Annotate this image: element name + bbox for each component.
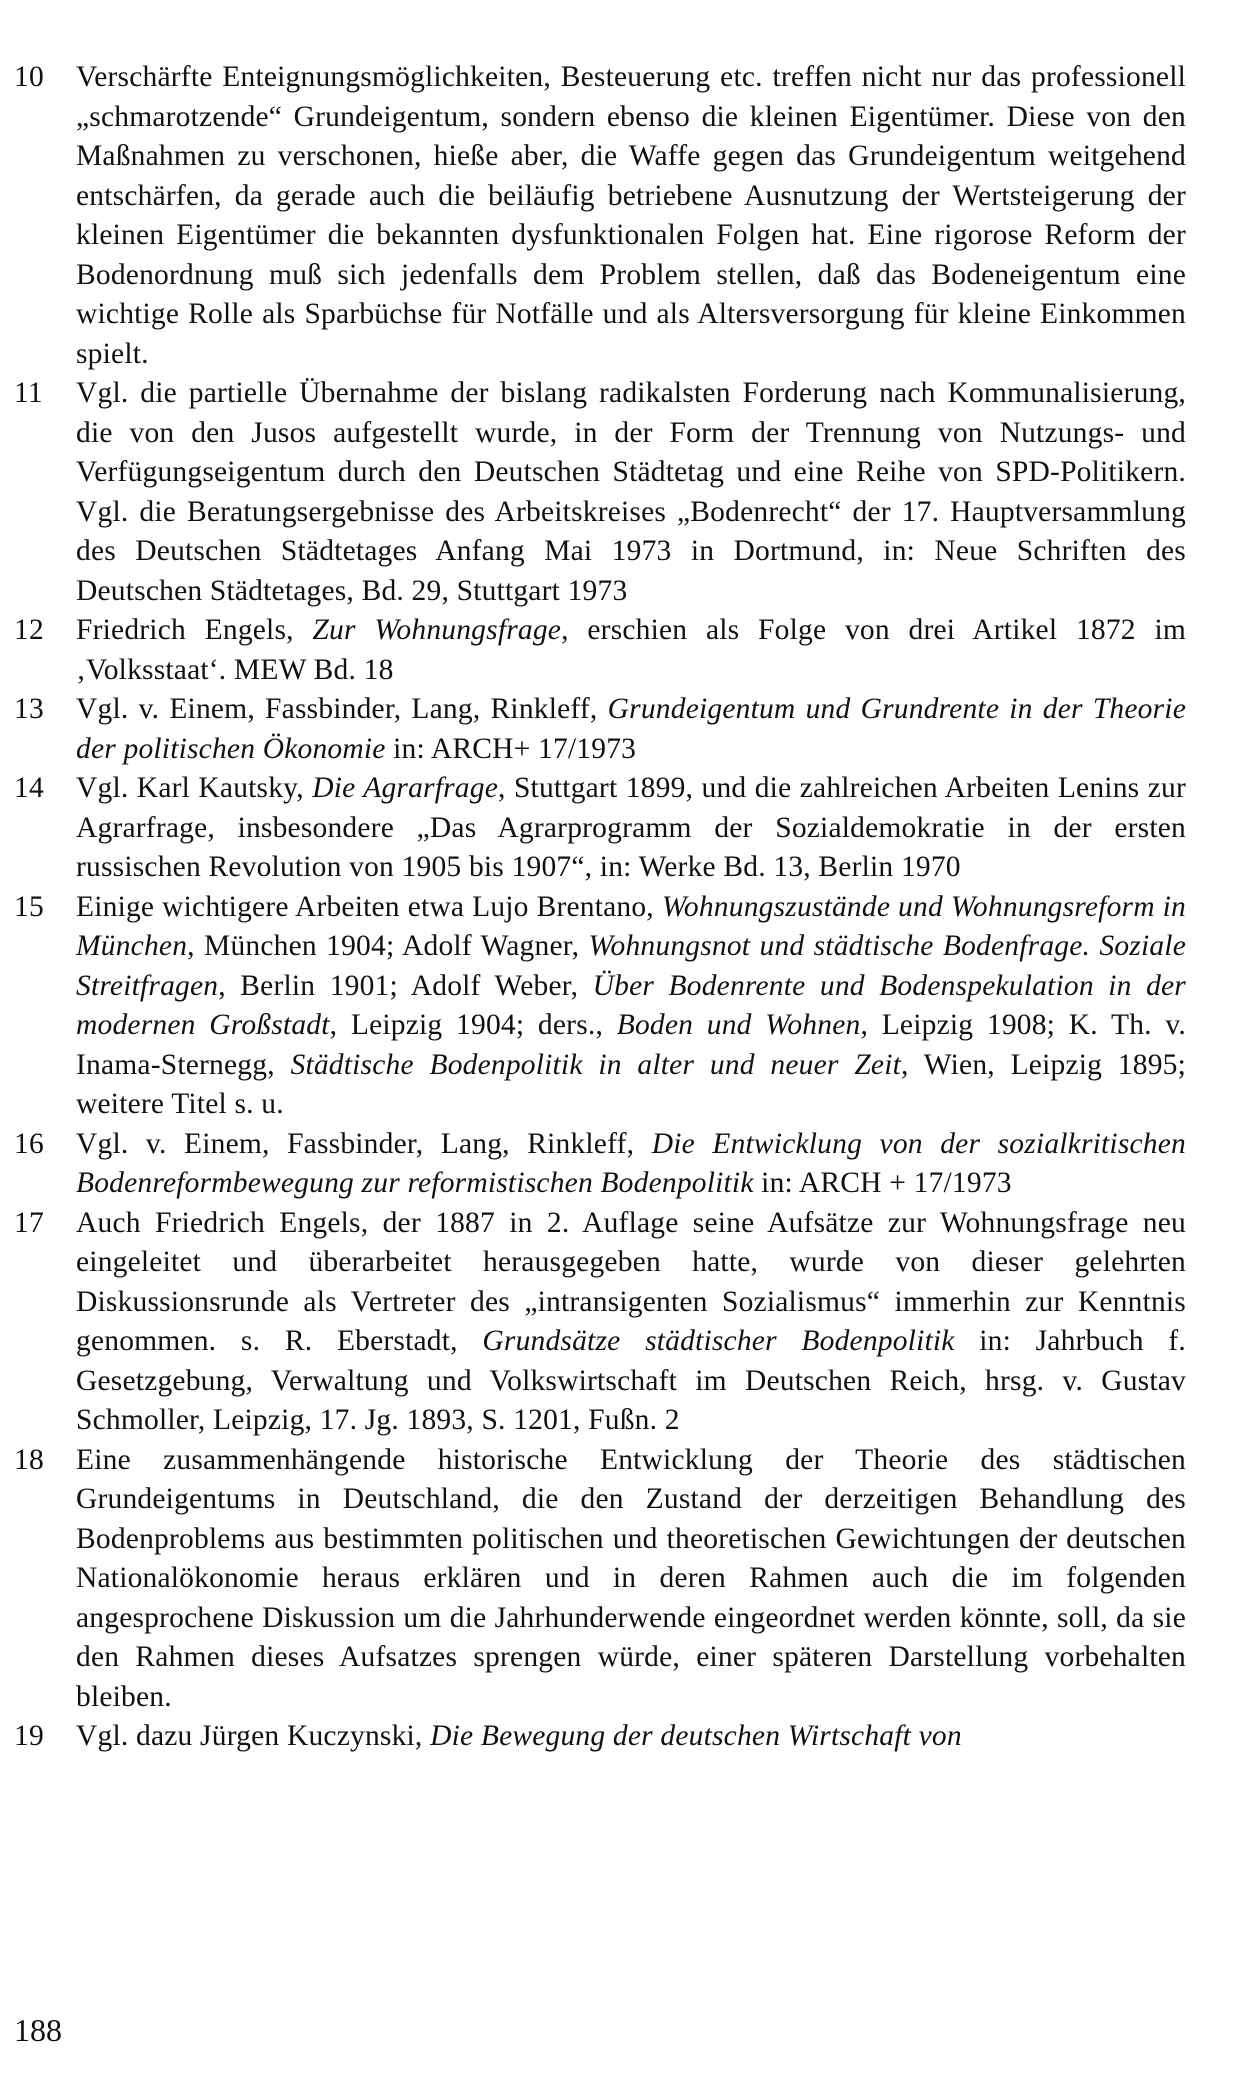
footnote-text: [76, 374, 1186, 611]
footnote-text: [76, 690, 1186, 769]
footnote-title-italic: Wohnungszustände und Wohnungsreform in München: [76, 890, 1186, 962]
footnote-text-segment: Eine zusammenhängende historische Entwicklung der Theorie des städtischen Grundeigentums in Deutschland, die den Zustand der derzeitigen Behandlung des Bodenproblems aus bestimmten politischen und theoretischen Gewichtungen der deutschen Nationalökonomie heraus erklären und in deren Rahmen auch die im folgenden angesprochene Diskussion um die Jahrhunderwende eingeordnet werden könnte, soll, da sie den Rahmen dieses Aufsatzes sprengen würde, einer späteren Darstellung vorbehalten bleiben.: [76, 1443, 1186, 1713]
footnote-text: [76, 611, 1186, 690]
footnote-text-segment: Vgl. v. Einem, Fassbinder, Lang, Rinkleff,: [76, 1127, 652, 1160]
footnote-title-italic: Die Bewegung der deutschen Wirtschaft von: [430, 1720, 962, 1752]
footnote-title-italic: Wohnungsnot und städtische Bodenfrage. Soziale Streitfragen: [76, 930, 1187, 1002]
footnote-12: [14, 611, 1186, 690]
footnote-number: 17: [14, 1206, 44, 1239]
footnote-title-italic: Städtische Bodenpolitik in alter und neuer Zeit: [290, 1048, 902, 1081]
footnote-19: [14, 1717, 1186, 1757]
footnote-text-segment: Vgl. Karl Kautsky,: [76, 772, 313, 804]
footnote-text-segment: , Leipzig 1904; ders.,: [329, 1009, 617, 1041]
footnote-number: 14: [14, 772, 44, 804]
footnote-text-segment: , Wien, Leipzig 1895; weitere Titel s. u.: [76, 1048, 1186, 1120]
footnote-title-italic: Über Bodenrente und Bodenspekulation in der modernen Großstadt: [76, 969, 1186, 1041]
footnote-title-italic: Grundeigentum und Grundrente in der Theorie der politischen Ökonomie: [76, 693, 1186, 765]
footnote-text-segment: , München 1904; Adolf Wagner,: [187, 930, 589, 962]
footnote-text-segment: in: ARCH + 17/1973: [753, 1167, 1012, 1199]
footnote-18: [14, 1441, 1186, 1718]
footnote-text-segment: in: Jahrbuch f. Gesetzgebung, Verwaltung und Volkswirtschaft im Deutschen Reich, hrsg. v. Gustav Schmoller, Leipzig, 17. Jg. 1893, S. 1201, Fußn. 2: [76, 1325, 1186, 1436]
footnote-text: [76, 769, 1186, 888]
footnote-number: 11: [14, 377, 43, 409]
footnote-text: [76, 888, 1186, 1125]
footnote-text-segment: Friedrich Engels,: [76, 614, 313, 646]
footnote-text-segment: Auch Friedrich Engels, der 1887 in 2. Auflage seine Aufsätze zur Wohnungsfrage neu eingeleitet und überarbeitet herausgegeben hatte, wurde von dieser gelehrten Diskussionsrunde als Vertreter des „intransigenten Sozialismus“ immerhin zur Kenntnis genommen. s. R. Eberstadt,: [76, 1206, 1186, 1357]
footnote-text: [76, 58, 1186, 374]
footnote-15: [14, 888, 1186, 1125]
footnote-text-segment: Einige wichtigere Arbeiten etwa Lujo Brentano,: [76, 890, 662, 923]
footnote-number: 13: [14, 693, 44, 725]
footnote-text: [76, 1717, 1186, 1757]
footnote-text-segment: , Stuttgart 1899, und die zahlreichen Arbeiten Lenins zur Agrarfrage, insbesondere „Das Agrarprogramm der Sozialdemokratie in der ersten russischen Revolution von 1905 bis 1907“, in: Werke Bd. 13, Berlin 1970: [76, 772, 1186, 883]
footnote-14: [14, 769, 1186, 888]
footnote-16: [14, 1125, 1186, 1204]
footnote-10: [14, 58, 1186, 374]
footnote-title-italic: Die Entwicklung von der sozialkritischen Bodenreformbewegung zur reformistischen Bodenpolitik: [76, 1127, 1186, 1199]
footnote-text-segment: Vgl. die partielle Übernahme der bislang radikalsten Forderung nach Kommunalisierung, die von den Jusos aufgestellt wurde, in der Form der Trennung von Nutzungs- und Verfügungseigentum durch den Deutschen Städtetag und eine Reihe von SPD-Politikern. Vgl. die Beratungsergebnisse des Arbeitskreises „Bodenrecht“ der 17. Hauptversammlung des Deutschen Städtetages Anfang Mai 1973 in Dortmund, in: Neue Schriften des Deutschen Städtetages, Bd. 29, Stuttgart 1973: [76, 377, 1186, 607]
footnote-11: [14, 374, 1186, 611]
footnote-title-italic: Boden und Wohnen: [616, 1009, 861, 1041]
footnote-text-segment: , Berlin 1901; Adolf Weber,: [218, 969, 593, 1002]
footnote-number: 18: [14, 1443, 44, 1476]
footnote-number: 10: [14, 61, 44, 93]
footnote-number: 19: [14, 1720, 44, 1752]
footnote-13: [14, 690, 1186, 769]
footnote-text-segment: in: ARCH+ 17/1973: [385, 732, 637, 765]
footnote-number: 15: [14, 890, 44, 923]
footnote-17: [14, 1204, 1186, 1441]
footnote-text-segment: Vgl. v. Einem, Fassbinder, Lang, Rinkleff,: [76, 693, 608, 725]
footnote-number: 16: [14, 1127, 44, 1160]
footnote-text: [76, 1441, 1186, 1718]
footnote-text-segment: Vgl. dazu Jürgen Kuczynski,: [76, 1720, 431, 1752]
footnote-number: 12: [14, 614, 44, 646]
footnote-title-italic: Zur Wohnungsfrage: [312, 614, 562, 646]
footnotes-list: [14, 58, 1186, 1757]
page-number: 188: [14, 2012, 62, 2048]
footnote-text: [76, 1125, 1186, 1204]
footnote-text-segment: Verschärfte Enteignungsmöglichkeiten, Besteuerung etc. treffen nicht nur das professionell „schmarotzende“ Grundeigentum, sondern ebenso die kleinen Eigentümer. Diese von den Maßnahmen zu verschonen, hieße aber, die Waffe gegen das Grundeigentum weitgehend entschärfen, da gerade auch die beiläufig betriebene Ausnutzung der Wertsteigerung der kleinen Eigentümer die bekannten dysfunktionalen Folgen hat. Eine rigorose Reform der Bodenordnung muß sich jedenfalls dem Problem stellen, daß das Bodeneigentum eine wichtige Rolle als Sparbüchse für Notfälle und als Altersversorgung für kleine Einkommen spielt.: [76, 61, 1186, 370]
footnote-title-italic: Grundsätze städtischer Bodenpolitik: [482, 1325, 955, 1357]
footnote-text: [76, 1204, 1186, 1441]
footnote-text-segment: , Leipzig 1908; K. Th. v. Inama-Sternegg,: [76, 1009, 1187, 1081]
footnote-title-italic: Die Agrarfrage: [312, 772, 498, 804]
footnote-text-segment: , erschien als Folge von drei Artikel 1872 im ‚Volksstaat‘. MEW Bd. 18: [76, 614, 1186, 686]
